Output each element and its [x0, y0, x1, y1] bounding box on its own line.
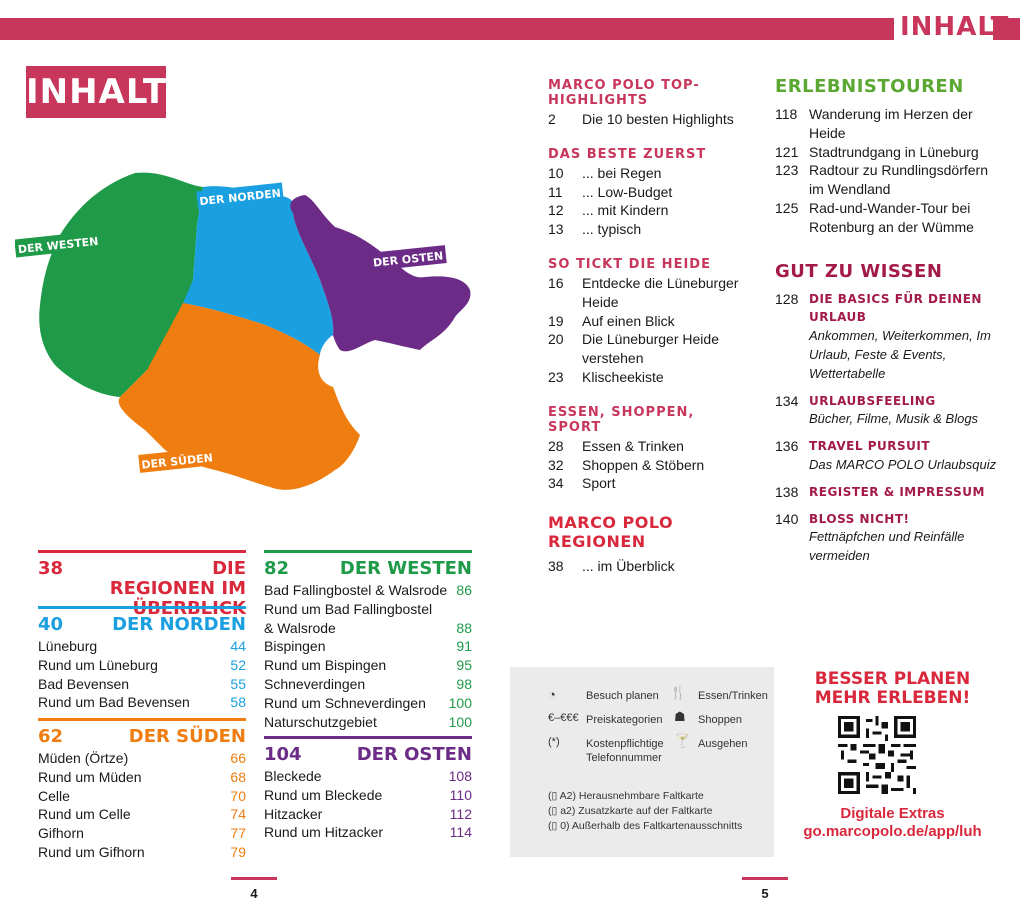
toc-right-column [775, 76, 1000, 566]
toc-entry[interactable]: 38 ... im Überblick [548, 558, 675, 575]
digital-extras-link[interactable]: go.marcopolo.de/app/luh [803, 823, 982, 840]
toc-entry[interactable]: 123 Radtour zu Rundlingsdörfern im Wendland [775, 162, 988, 198]
section-rule [38, 550, 246, 553]
list-item[interactable]: Rund um Müden 68 [38, 768, 246, 785]
svg-text:DER OSTEN: DER OSTEN [372, 249, 444, 270]
toc-heading[interactable]: DAS BESTE ZUERST [548, 146, 707, 162]
legend-label: Kostenpflichtige Telefonnummer [586, 738, 664, 764]
basket-icon: ☗ [674, 709, 686, 724]
toc-entry[interactable]: 125 Rad-und-Wander-Tour bei Rotenburg an der Wümme [775, 199, 974, 235]
toc-entry[interactable]: 16 Entdecke die Lüneburger Heide [548, 274, 739, 310]
toc-entry[interactable]: 23 Klischeekiste [548, 368, 664, 385]
list-item[interactable]: Celle 70 [38, 787, 246, 804]
page-title: INHALT [26, 66, 166, 118]
legend-label: Besuch planen [586, 690, 659, 702]
toc-heading[interactable]: GUT ZU WISSEN [775, 260, 943, 282]
section-rule [264, 550, 472, 553]
list-item[interactable]: Lüneburg 44 [38, 638, 246, 654]
asterisk-icon: (*) [548, 736, 560, 748]
section-number[interactable]: 40 [38, 614, 64, 635]
section-title[interactable]: DIE REGIONEN IM [109, 558, 246, 599]
toc-entry[interactable]: 19 Auf einen Blick [548, 312, 675, 329]
list-item[interactable]: Rund um Bad Bevensen 58 [38, 694, 246, 711]
svg-text:DER NORDEN: DER NORDEN [198, 186, 282, 209]
promo-line-1: BESSER PLANEN [814, 669, 971, 689]
section-title[interactable]: DER NORDEN [112, 614, 246, 635]
page-number-right: 5 [742, 877, 788, 901]
list-item[interactable]: Müden (Örtze) 66 [38, 750, 246, 766]
toc-entry[interactable]: 118 Wanderung im Herzen der Heide [775, 106, 973, 141]
list-item[interactable]: Bad Bevensen 55 [38, 675, 246, 692]
toc-heading[interactable]: MARCO POLO REGIONEN [548, 513, 674, 552]
region-east-block [264, 736, 472, 842]
list-item[interactable]: Naturschutzgebiet 100 [264, 713, 472, 730]
toc-entry[interactable]: 12 ... mit Kindern [548, 202, 669, 219]
list-item[interactable]: Rund um Bleckede 110 [264, 786, 472, 803]
list-item[interactable]: Rund um Gifhorn 79 [38, 843, 246, 860]
legend-note: (▯ a2) Zusatzkarte auf der Faltkarte [548, 805, 713, 817]
toc-middle-column [548, 78, 753, 576]
list-item[interactable]: Rund um Lüneburg 52 [38, 656, 246, 673]
list-item[interactable]: Rund um Celle 74 [38, 806, 246, 823]
region-south-block [38, 718, 246, 862]
page-number-left: 4 [231, 877, 277, 901]
toc-heading[interactable]: ERLEBNISTOUREN [775, 76, 964, 97]
toc-entry[interactable]: 2 Die 10 besten Highlights [548, 111, 734, 127]
toc-heading[interactable]: SO TICKT DIE HEIDE [548, 256, 711, 272]
section-number[interactable]: 62 [38, 726, 64, 747]
digital-extras-label: Digitale Extras [840, 805, 945, 822]
legend-label: Preiskategorien [586, 714, 663, 726]
legend-note: (▯ 0) Außerhalb des Faltkartenausschnitts [548, 820, 743, 832]
svg-text:DER SÜDEN: DER SÜDEN [140, 451, 214, 472]
section-title[interactable]: DER WESTEN [339, 558, 472, 579]
toc-entry[interactable]: 136 TRAVEL PURSUIT Das MARCO POLO Urlaubsquiz [775, 438, 997, 472]
list-item[interactable]: Rund um Bad Fallingbostel & Walsrode 88 [264, 600, 472, 636]
top-bar [0, 18, 894, 40]
list-item[interactable]: Bispingen 91 [264, 638, 472, 655]
section-rule [38, 718, 246, 721]
digital-extras [780, 805, 1005, 841]
legend-box [510, 667, 774, 857]
promo-headline [800, 670, 985, 708]
toc-entry[interactable]: 13 ... typisch [548, 221, 642, 238]
price-icon: €–€€€ [548, 712, 579, 724]
toc-entry[interactable]: 128 DIE BASICS FÜR DEINEN URLAUB Ankommen, Weiterkommen, Im Urlaub, Feste & Events, Wettertabelle [775, 290, 991, 381]
list-item[interactable]: Rund um Bispingen 95 [264, 657, 472, 674]
label-east [369, 245, 446, 271]
section-title[interactable]: DER SÜDEN [128, 726, 246, 747]
page-rule [231, 877, 277, 880]
cocktail-icon: 🍸 [674, 733, 691, 748]
toc-entry[interactable]: 138 REGISTER & IMPRESSUM [775, 483, 985, 500]
section-rule [264, 736, 472, 739]
list-item[interactable]: Bad Fallingbostel & Walsrode 86 [264, 582, 472, 598]
fork-knife-icon: 🍴 [670, 685, 687, 700]
toc-entry[interactable]: 28 Essen & Trinken [548, 437, 684, 454]
toc-entry[interactable]: 121 Stadtrundgang in Lüneburg [775, 143, 979, 160]
toc-entry[interactable]: 34 Sport [548, 475, 616, 492]
region-west-block [264, 550, 472, 731]
label-south [138, 447, 215, 473]
list-item[interactable]: Schneverdingen 98 [264, 675, 472, 692]
toc-entry[interactable]: 32 Shoppen & Stöbern [548, 456, 705, 473]
toc-entry[interactable]: 134 URLAUBSFEELING Bücher, Filme, Musik & Blogs [775, 392, 979, 427]
toc-entry[interactable]: 140 BLOSS NICHT! Fettnäpfchen und Reinfälle vermeiden [775, 510, 965, 564]
section-rule [38, 606, 246, 609]
svg-text:DER WESTEN: DER WESTEN [17, 234, 99, 257]
qr-code[interactable] [838, 716, 916, 794]
toc-heading[interactable]: MARCO POLO TOP-HIGHLIGHTS [548, 78, 700, 108]
list-item[interactable]: Rund um Hitzacker 114 [264, 824, 472, 841]
page-rule [742, 877, 788, 880]
region-map [15, 165, 485, 510]
legend-label: Ausgehen [698, 738, 748, 750]
legend-label: Essen/Trinken [698, 690, 768, 702]
toc-entry[interactable]: 11 ... Low-Budget [548, 183, 673, 200]
legend-label: Shoppen [698, 714, 743, 726]
section-title[interactable]: DER OSTEN [356, 744, 472, 765]
toc-heading[interactable]: ESSEN, SHOPPEN, SPORT [548, 404, 695, 435]
region-north-block [38, 606, 246, 712]
header-label: INHALT [900, 12, 1010, 42]
section-number[interactable]: 82 [264, 558, 290, 579]
list-item[interactable]: Gifhorn 77 [38, 825, 246, 842]
section-number[interactable]: 104 [264, 744, 302, 765]
promo-line-2: MEHR ERLEBEN! [814, 688, 971, 708]
list-item[interactable]: Bleckede 108 [264, 768, 472, 784]
legend-note: (▯ A2) Herausnehmbare Faltkarte [548, 790, 704, 802]
toc-entry[interactable]: 20 Die Lüneburger Heide verstehen [548, 331, 719, 367]
clock-icon: ◔ [548, 687, 556, 702]
toc-entry[interactable]: 10 ... bei Regen [548, 164, 662, 181]
list-item[interactable]: Hitzacker 112 [264, 805, 472, 822]
list-item[interactable]: Rund um Schneverdingen 100 [264, 694, 472, 711]
section-number[interactable]: 38 [38, 558, 64, 579]
